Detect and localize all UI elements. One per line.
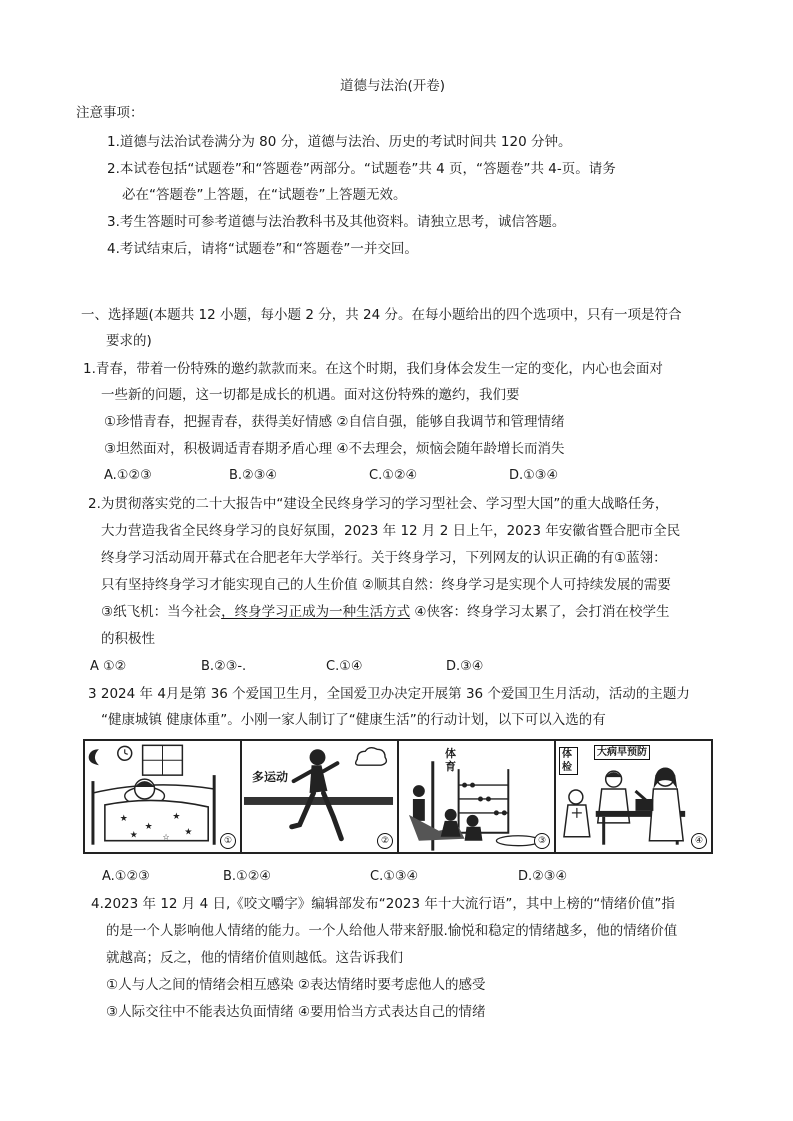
q2-option-a[interactable]: A ①② — [90, 659, 127, 674]
q1-stem: 1.青春，带着一份特殊的邀约款款而来。在这个时期，我们身体会发生一定的变化，内心也会面对 — [83, 361, 663, 377]
q2-stem-cont: 的积极性 — [101, 631, 155, 647]
q3-panel-4 — [556, 741, 711, 852]
q2-option-d[interactable]: D.③④ — [446, 659, 484, 674]
panel-number: ① — [220, 833, 236, 849]
q3-panel-3 — [399, 741, 556, 852]
q2-stem-cont: 只有坚持终身学习才能实现自己的人生价值 ②顺其自然：终身学习是实现个人可持续发展的需要 — [101, 577, 671, 593]
q4-statement: ③人际交往中不能表达负面情绪 ④要用恰当方式表达自己的情绪 — [106, 1004, 486, 1020]
q4-stem: 4.2023 年 12 月 4 日,《咬文嚼字》编辑部发布“2023 年十大流行语”，其中上榜的“情绪价值”指 — [91, 896, 675, 912]
notice-heading: 注意事项： — [76, 105, 144, 121]
q3-option-d[interactable]: D.②③④ — [518, 869, 568, 884]
q3-option-c[interactable]: C.①③④ — [370, 869, 419, 884]
notice-item: 2.本试卷包括“试题卷”和“答题卷”两部分。“试题卷”共 4 页，“答题卷”共 4-页。请务 — [107, 161, 616, 177]
q2-fragment: ③纸飞机：当今社会 — [101, 604, 222, 620]
q3-stem: 3 2024 年 4月是第 36 个爱国卫生月，全国爱卫办决定开展第 36 个爱国卫生月活动，活动的主题力 — [88, 686, 690, 702]
notice-item: 必在“答题卷”上答题，在“试题卷”上答题无效。 — [122, 187, 407, 203]
q3-stem-cont: “健康城镇 健康体重”。小刚一家人制订了“健康生活”的行动计划，以下可以入选的有 — [101, 712, 606, 728]
q1-statement: ③坦然面对，积极调适青春期矛盾心理 ④不去理会，烦恼会随年龄增长而消失 — [104, 441, 565, 457]
notice-item: 1.道德与法治试卷满分为 80 分，道德与法治、历史的考试时间共 120 分钟。 — [107, 134, 572, 150]
q3-option-b[interactable]: B.①②④ — [223, 869, 272, 884]
page-title: 道德与法治(开卷) — [340, 78, 446, 94]
q4-statement: ①人与人之间的情绪会相互感染 ②表达情绪时要考虑他人的感受 — [106, 977, 486, 993]
q4-stem-cont: 就越高；反之，他的情绪价值则越低。这告诉我们 — [106, 950, 403, 966]
q3-panel-1 — [85, 741, 242, 852]
q2-underlined-fragment: ，终身学习正成为一种生活方式 — [221, 604, 411, 620]
svg-text:☆: ☆ — [162, 832, 170, 842]
playground-illustration — [399, 741, 554, 852]
panel-caption: 体检 — [559, 747, 578, 775]
svg-text:★: ★ — [119, 813, 128, 824]
svg-text:★: ★ — [172, 811, 181, 822]
q1-statement: ①珍惜青春，把握青春，获得美好情感 ②自信自强，能够自我调节和管理情绪 — [104, 414, 565, 430]
notice-item: 3.考生答题时可参考道德与法治教科书及其他资料。请独立思考，诚信答题。 — [107, 214, 566, 230]
q2-stem: 2.为贯彻落实党的二十大报告中“建设全民终身学习的学习型社会、学习型大国”的重大战略任务， — [88, 496, 669, 512]
q2-stem-cont: 大力营造我省全民终身学习的良好氛围，2023 年 12 月 2 日上午，2023 年安徽省暨合肥市全民 — [101, 523, 681, 539]
q2-option-c[interactable]: C.①④ — [326, 659, 363, 674]
panel-number: ④ — [691, 833, 707, 849]
q1-option-a[interactable]: A.①②③ — [104, 468, 152, 483]
panel-caption: 多运动 — [252, 770, 289, 784]
q1-stem-cont: 一些新的问题，这一切都是成长的机遇。面对这份特殊的邀约，我们要 — [101, 387, 520, 403]
sleeping-illustration — [85, 741, 240, 852]
q1-option-b[interactable]: B.②③④ — [229, 468, 278, 483]
section-header-cont: 要求的) — [106, 333, 152, 349]
q2-stem-cont — [101, 603, 670, 621]
q2-stem-cont: 终身学习活动周开幕式在合肥老年大学举行。关于终身学习，下列网友的认识正确的有①蓝翎： — [101, 550, 667, 566]
section-header: 一、选择题(本题共 12 小题，每小题 2 分，共 24 分。在每小题给出的四个选项中，只有一项是符合 — [81, 307, 682, 323]
q4-stem-cont: 的是一个人影响他人情绪的能力。一个人给他人带来舒服.愉悦和稳定的情绪越多，他的情绪价值 — [106, 923, 678, 939]
q3-panel-2 — [242, 741, 399, 852]
svg-text:★: ★ — [129, 830, 138, 841]
q2-fragment: ④侠客：终身学习太累了，会打消在校学生 — [410, 604, 670, 620]
q2-option-b[interactable]: B.②③-. — [201, 659, 247, 674]
notice-item: 4.考试结束后，请将“试题卷”和“答题卷”一并交回。 — [107, 241, 418, 257]
svg-text:★: ★ — [144, 821, 153, 832]
q1-option-c[interactable]: C.①②④ — [369, 468, 418, 483]
panel-number: ② — [377, 833, 393, 849]
panel-caption: 大病早预防 — [594, 745, 650, 760]
running-illustration — [242, 741, 397, 852]
q1-option-d[interactable]: D.①③④ — [509, 468, 559, 483]
svg-text:★: ★ — [184, 827, 193, 838]
q3-option-a[interactable]: A.①②③ — [102, 869, 150, 884]
panel-number: ③ — [534, 833, 550, 849]
panel-caption: 体育 — [445, 747, 456, 773]
q3-illustration-strip — [83, 739, 713, 854]
